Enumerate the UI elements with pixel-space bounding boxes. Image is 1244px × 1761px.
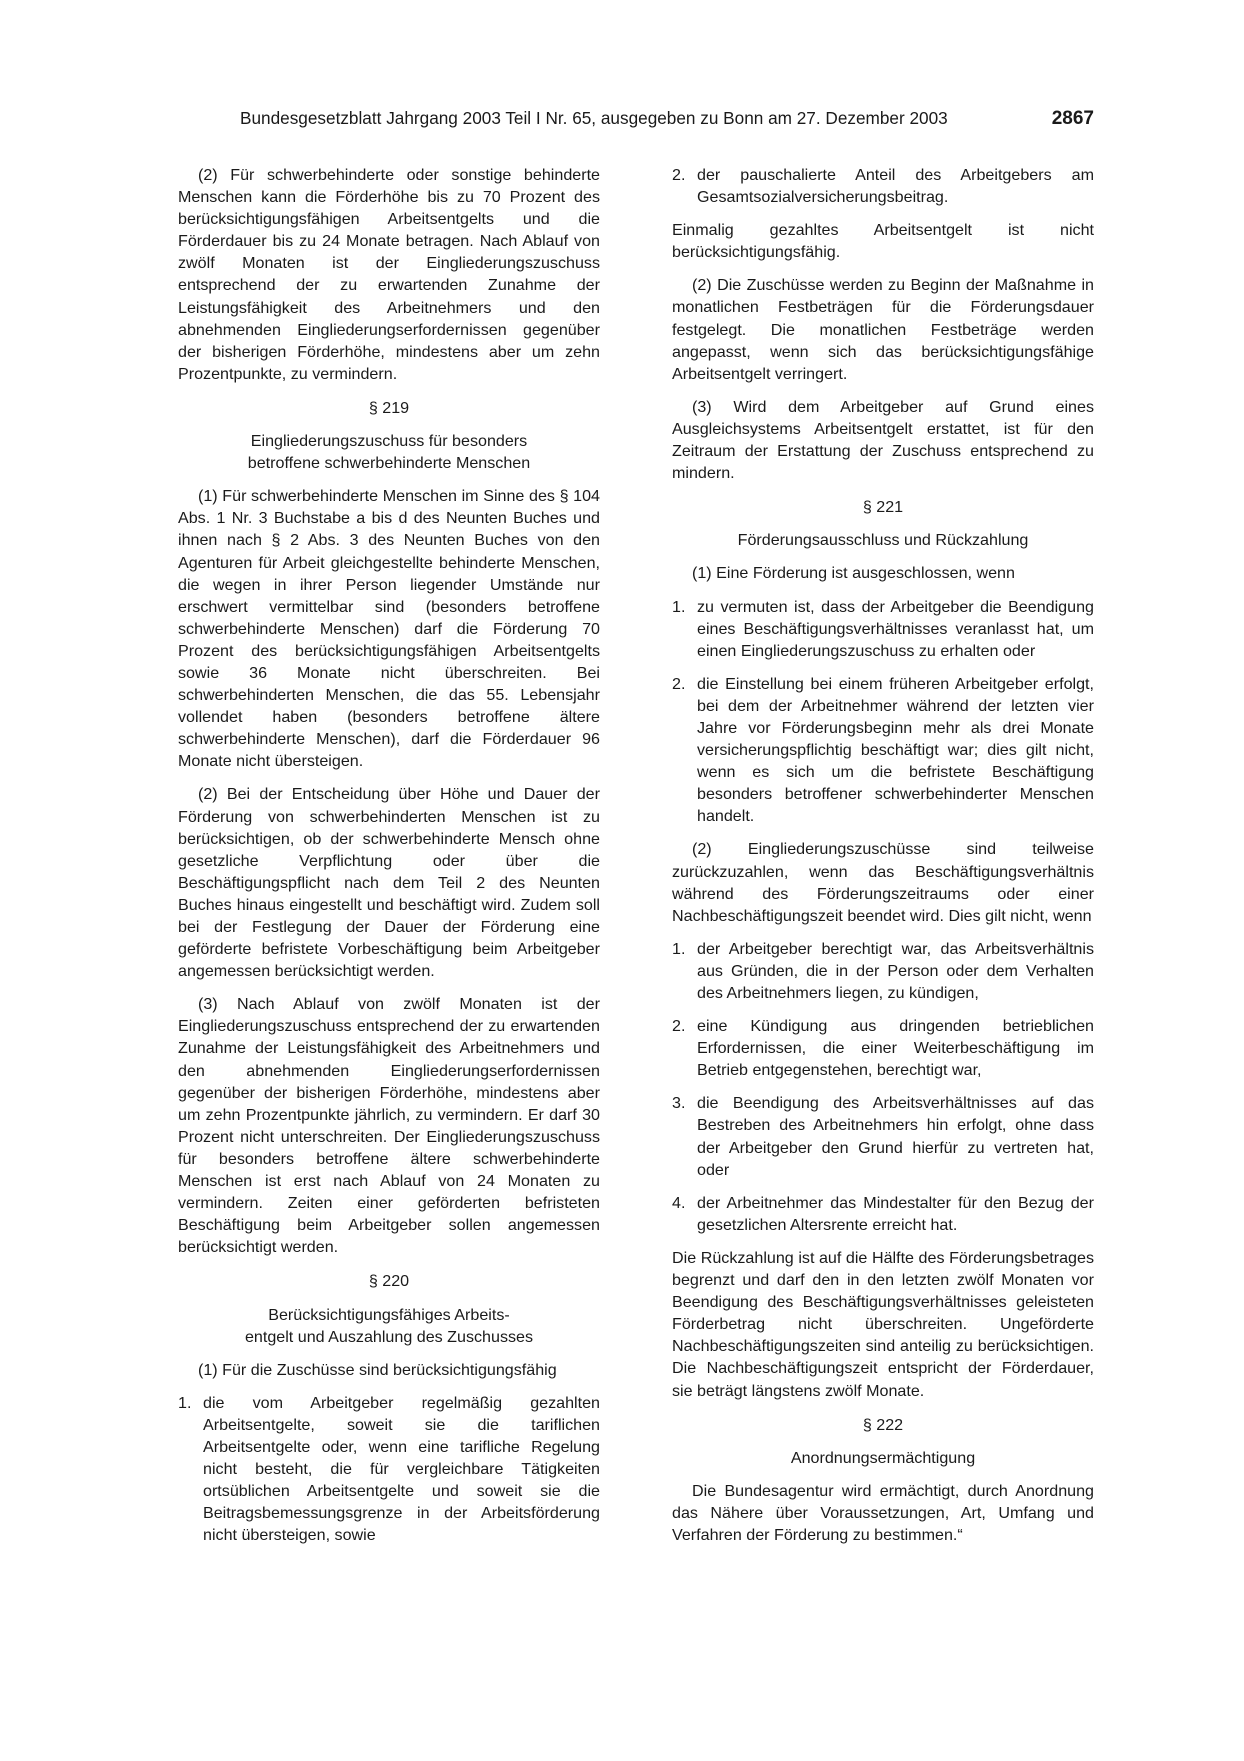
- section-title-220-line-1: Berücksichtigungsfähiges Arbeits-: [268, 1305, 510, 1324]
- right-column: [672, 164, 1094, 1557]
- section-title-222: Anordnungsermächtigung: [790, 1448, 976, 1467]
- section-title-220: [178, 1304, 600, 1348]
- list-item-number: 2.: [672, 674, 686, 693]
- list-item-text: der Arbeitnehmer das Mindestalter für den Bezug der gesetzlichen Altersrente erreicht hat.: [697, 1193, 1094, 1234]
- list-item-number: 3.: [672, 1094, 686, 1113]
- section-title-219-line-1: Eingliederungszuschuss für besonders: [250, 432, 528, 451]
- left-column: [178, 164, 600, 1557]
- list-item-number: 2.: [672, 1017, 686, 1036]
- paragraph-219-3: (3) Nach Ablauf von zwölf Monaten ist der Eingliederungszuschuss entsprechend der zu erwartenden Zunahme der Leistungsfähigkeit des Arbeitnehmers und den abnehmenden Eingliederungserfordernissen gegenüber der bisherigen Förderhöhe, mindestens aber um zehn Prozentpunkte jährlich, zu vermindern. Er darf 30 Prozent nicht unterschreiten. Der Eingliederungszuschuss für besonders betroffene ältere schwerbehinderte Menschen ist erst nach Ablauf von 24 Monaten zu vermindern. Zeiten einer geförderten befristeten Beschäftigung beim Arbeitgeber sollen angemessen berücksichtigt werden.: [178, 995, 600, 1257]
- page-number: 2867: [1051, 108, 1094, 129]
- paragraph-220-3: (3) Wird dem Arbeitgeber auf Grund eines Ausgleichsystems Arbeitsentgelt erstattet, ist für den Zeitraum der Erstattung der Zuschuss entsprechend zu mindern.: [672, 397, 1094, 483]
- section-title-221: Förderungsausschluss und Rückzahlung: [737, 531, 1029, 550]
- list-item-221-1-2: [672, 673, 1094, 828]
- section-number-219: § 219: [368, 398, 410, 417]
- list-item-221-2-3: [672, 1092, 1094, 1180]
- section-title-219: [178, 430, 600, 474]
- paragraph-219-2: (2) Bei der Entscheidung über Höhe und Dauer der Förderung von schwerbehinderten Menschen ist zu berücksichtigen, ob der schwerbehinderte Mensch ohne gesetzliche Verpflichtung oder über die Beschäftigungspflicht nach dem Teil 2 des Neunten Buches hinaus eingestellt und beschäftigt wird. Zudem soll bei der Festlegung der Dauer der Förderung eine geförderte befristete Vorbeschäftigung beim Arbeitgeber angemessen berücksichtigt werden.: [178, 785, 600, 981]
- list-item-221-2-1: [672, 938, 1094, 1004]
- page-header: [240, 108, 1094, 138]
- list-item-text: eine Kündigung aus dringenden betrieblichen Erfordernissen, die einer Weiterbeschäftigung im Betrieb entgegenstehen, berechtigt war,: [697, 1017, 1094, 1080]
- list-item-number: 2.: [672, 166, 686, 184]
- paragraph-221-1: (1) Eine Förderung ist ausgeschlossen, wenn: [692, 564, 1015, 583]
- list-item-number: 1.: [178, 1393, 192, 1412]
- list-item-220-1-1: [178, 1392, 600, 1547]
- list-item-221-2-4: [672, 1192, 1094, 1236]
- section-title-219-line-2: betroffene schwerbehinderte Menschen: [247, 454, 531, 473]
- list-item-number: 4.: [672, 1193, 686, 1212]
- list-item-number: 1.: [672, 939, 686, 958]
- running-title: Bundesgesetzblatt Jahrgang 2003 Teil I Nr. 65, ausgegeben zu Bonn am 27. Dezember 2003: [240, 108, 948, 128]
- list-item-text: die Einstellung bei einem früheren Arbeitgeber erfolgt, bei dem der Arbeitnehmer während der letzten vier Jahre vor Förderungsbeginn mehr als drei Monate versicherungspflichtig beschäftigt war; dies gilt nicht, wenn es sich um die befristete Beschäftigung besonders betroffener schwerbehinderter Menschen handelt.: [697, 674, 1094, 826]
- list-item-text: zu vermuten ist, dass der Arbeitgeber die Beendigung eines Beschäftigungsverhältnisses veranlasst hat, um einen Eingliederungszuschuss zu erhalten oder: [697, 597, 1094, 660]
- section-number-221: § 221: [862, 498, 904, 517]
- paragraph-220-1: (1) Für die Zuschüsse sind berücksichtigungsfähig: [198, 1360, 557, 1379]
- section-number-220: § 220: [368, 1272, 410, 1291]
- paragraph-218-2: (2) Für schwerbehinderte oder sonstige behinderte Menschen kann die Förderhöhe bis zu 70 Prozent des berücksichtigungsfähigen Arbeitsentgelts und die Förderdauer bis zu 24 Monate betragen. Nach Ablauf von zwölf Monaten ist der Eingliederungszuschuss entsprechend der zu erwartenden Zunahme der Leistungsfähigkeit des Arbeitnehmers und den abnehmenden Eingliederungserfordernissen gegenüber der bisherigen Förderhöhe, mindestens aber um zehn Prozentpunkte, zu vermindern.: [178, 166, 600, 383]
- list-item-text: die Beendigung des Arbeitsverhältnisses auf das Bestreben des Arbeitnehmers hin erfolgt, ohne dass der Arbeitgeber den Grund hierfür zu vertreten hat, oder: [697, 1094, 1094, 1179]
- paragraph-221-repayment: Die Rückzahlung ist auf die Hälfte des Förderungsbetrages begrenzt und darf den in den letzten zwölf Monaten vor Beendigung des Beschäftigungsverhältnisses geleisteten Förderbetrag nicht überschreiten. Ungeförderte Nachbeschäftigungszeiten sind anteilig zu berücksichtigen. Die Nachbeschäftigungszeit entspricht der Förderdauer, sie beträgt längstens zwölf Monate.: [672, 1248, 1094, 1400]
- paragraph-222: Die Bundesagentur wird ermächtigt, durch Anordnung das Nähere über Voraussetzungen, Art, Umfang und Verfahren der Förderung zu bestimmen.“: [672, 1481, 1094, 1544]
- list-item-number: 1.: [672, 597, 686, 616]
- list-item-221-2-2: [672, 1015, 1094, 1081]
- list-item-text: der Arbeitgeber berechtigt war, das Arbeitsverhältnis aus Gründen, die in der Person oder dem Verhalten des Arbeitnehmers liegen, zu kündigen,: [697, 939, 1094, 1002]
- section-number-222: § 222: [862, 1415, 904, 1434]
- paragraph-220-2: (2) Die Zuschüsse werden zu Beginn der Maßnahme in monatlichen Festbeträgen für die Förderungsdauer festgelegt. Die monatlichen Festbeträge werden angepasst, wenn sich das berücksichtigungsfähige Arbeitsentgelt verringert.: [672, 276, 1094, 383]
- paragraph-219-1: (1) Für schwerbehinderte Menschen im Sinne des § 104 Abs. 1 Nr. 3 Buchstabe a bis d des Neunten Buches und ihnen nach § 2 Abs. 3 des Neunten Buches von den Agenturen für Arbeit gleichgestellte behinderte Menschen, die wegen in ihrer Person liegender Umstände nur erschwert vermittelbar sind (besonders betroffene schwerbehinderte Menschen) darf die Förderung 70 Prozent des berücksichtigungsfähigen Arbeitsentgelts sowie 36 Monate nicht überschreiten. Bei schwerbehinderten Menschen, die das 55. Lebensjahr vollendet haben (besonders betroffene ältere schwerbehinderte Menschen), darf die Förderdauer 96 Monate nicht übersteigen.: [178, 487, 600, 771]
- paragraph-220-once: Einmalig gezahltes Arbeitsentgelt ist nicht berücksichtigungsfähig.: [672, 221, 1094, 262]
- section-title-220-line-2: entgelt und Auszahlung des Zuschusses: [244, 1327, 534, 1346]
- list-item-text: die vom Arbeitgeber regelmäßig gezahlten Arbeitsentgelte, soweit sie die tariflichen Arbeitsentgelte oder, wenn eine tarifliche Regelung nicht besteht, die für vergleichbare Tätigkeiten ortsüblichen Arbeitsentgelte und soweit sie die Beitragsbemessungsgrenze in der Arbeitsförderung nicht übersteigen, sowie: [203, 1393, 600, 1545]
- list-item-221-1-1: [672, 596, 1094, 662]
- list-item-220-1-2: [672, 164, 1094, 208]
- paragraph-221-2: (2) Eingliederungszuschüsse sind teilweise zurückzuzahlen, wenn das Beschäftigungsverhältnis während des Förderungszeitraums oder einer Nachbeschäftigungszeit beendet wird. Dies gilt nicht, wenn: [672, 840, 1094, 925]
- list-item-text: der pauschalierte Anteil des Arbeitgebers am Gesamtsozialversicherungsbeitrag.: [697, 166, 1094, 207]
